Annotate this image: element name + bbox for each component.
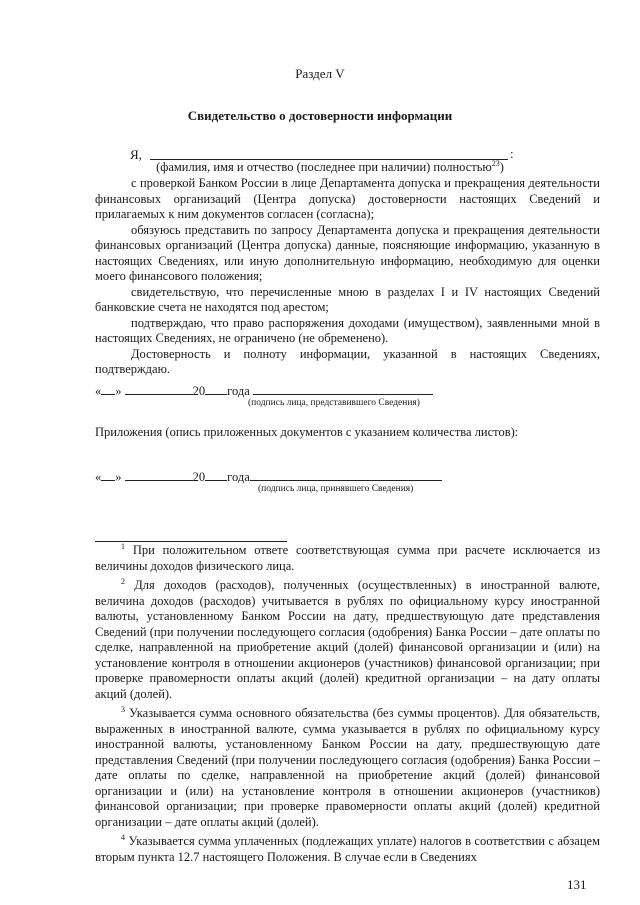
year-blank: [205, 469, 227, 481]
footnote-text: При положительном ответе соответствующая сумма при расчете исключается из величины доходов физического лица.: [95, 543, 601, 573]
declaration-body: [95, 176, 600, 378]
document-title: Свидетельство о достоверности информации: [187, 108, 453, 123]
footnote-2: [95, 574, 600, 702]
footnote-ref: 4: [121, 833, 125, 843]
declarant-suffix: :: [510, 146, 514, 161]
paragraph-consent: с проверкой Банком России в лице Департамента допуска и прекращения деятельности финансовых организаций (Центра допуска) достоверности настоящих Сведений и прилагаемых к ним документов согласен (согласна);: [95, 176, 600, 221]
paragraph-obligation: обязуюсь представить по запросу Департамента допуска и прекращения деятельности финансовых организаций (Центра допуска) данные, поясняющие информацию, указанную в настоящих Сведениях, или иную дополнительную информацию, необходимую для оценки моего финансового положения;: [95, 222, 600, 283]
quote-close: »: [115, 470, 122, 484]
footnote-text: Для доходов (расходов), полученных (осуществленных) в иностранной валюте, величина доходов (расходов) учитывается в рублях по официальному курсу иностранной валюты, установленному Банком России на дату, предшествующую дате представления Сведений (при получении последующего согласия (одобрения) Банка России – дате оплаты по сделке, направленной на приобретение акций (долей) финансовой организации и (или) на установление контроля в отношении акционеров (участников) финансовой организации; при проверке правомерности оплаты акций (долей) кредитной организации – на дату оплаты акций (долей).: [95, 578, 600, 701]
footnote-ref: 2: [121, 577, 125, 587]
year-blank: [205, 383, 227, 395]
declarant-caption: [150, 159, 510, 175]
day-blank: [101, 469, 115, 481]
declarant-prefix: Я,: [130, 147, 142, 162]
footnote-3: [95, 702, 600, 830]
footnote-4: [95, 830, 600, 865]
day-blank: [101, 383, 115, 395]
quote-open: «: [95, 384, 102, 398]
page-number: 131: [567, 877, 587, 892]
year-suffix: года: [227, 384, 250, 398]
paragraph-income-rights: подтверждаю, что право распоряжения доходами (имуществом), заявленными мной в настоящих Сведениях, не ограничено (не обременено).: [95, 315, 600, 345]
year-prefix: 20: [192, 384, 206, 398]
year-suffix: года: [227, 470, 250, 484]
declarant-caption-close: ): [499, 160, 504, 175]
signature-blank: [253, 383, 433, 395]
footnote-ref: 1: [121, 542, 125, 551]
quote-open: «: [95, 470, 102, 484]
paragraph-accounts: свидетельствую, что перечисленные мною в разделах I и IV настоящих Сведений банковские счета не находятся под арестом;: [95, 284, 600, 314]
footnote-ref-23: 23: [491, 159, 500, 168]
footnote-text: Указывается сумма уплаченных (подлежащих уплате) налогов в соответствии с абзацем вторым пункта 12.7 настоящего Положения. В случае если в Сведениях: [95, 834, 601, 865]
year-prefix: 20: [192, 470, 206, 484]
month-blank: [125, 469, 193, 481]
section-heading: Раздел V: [295, 66, 345, 81]
footnote-ref: 3: [121, 705, 125, 715]
signature-line-submitter: [95, 383, 433, 399]
signature-blank: [250, 469, 442, 481]
signature-line-receiver: [95, 469, 442, 485]
footnote-text: Указывается сумма основного обязательства (без суммы процентов). Для обязательств, выраженных в иностранной валюте, сумма указывается в рублях по официальному курсу иностранной валюты, установленному Банком России на дату, предшествующую дате представления Сведений (при получении последующего согласия (одобрения) Банка России – дате оплаты по сделке, направленной на приобретение акций (долей) финансовой организации и (или) на установление контроля в отношении акционеров (участников) финансовой организации; при проверке правомерности оплаты акций (долей) кредитной организации – дате оплаты акций (долей).: [95, 706, 601, 829]
quote-close: »: [115, 384, 122, 398]
footnotes: [95, 539, 600, 866]
footnote-1: [95, 539, 600, 574]
signature-caption-receiver: (подпись лица, принявшего Сведения): [258, 484, 414, 494]
month-blank: [125, 383, 193, 395]
attachments-label: Приложения (опись приложенных документов с указанием количества листов):: [95, 425, 519, 439]
signature-caption-submitter: (подпись лица, представившего Сведения): [248, 398, 420, 408]
declarant-caption-text: (фамилия, имя и отчество (последнее при наличии) полностью: [156, 160, 492, 175]
paragraph-confirmation: Достоверность и полноту информации, указанной в настоящих Сведениях, подтверждаю.: [95, 346, 600, 376]
